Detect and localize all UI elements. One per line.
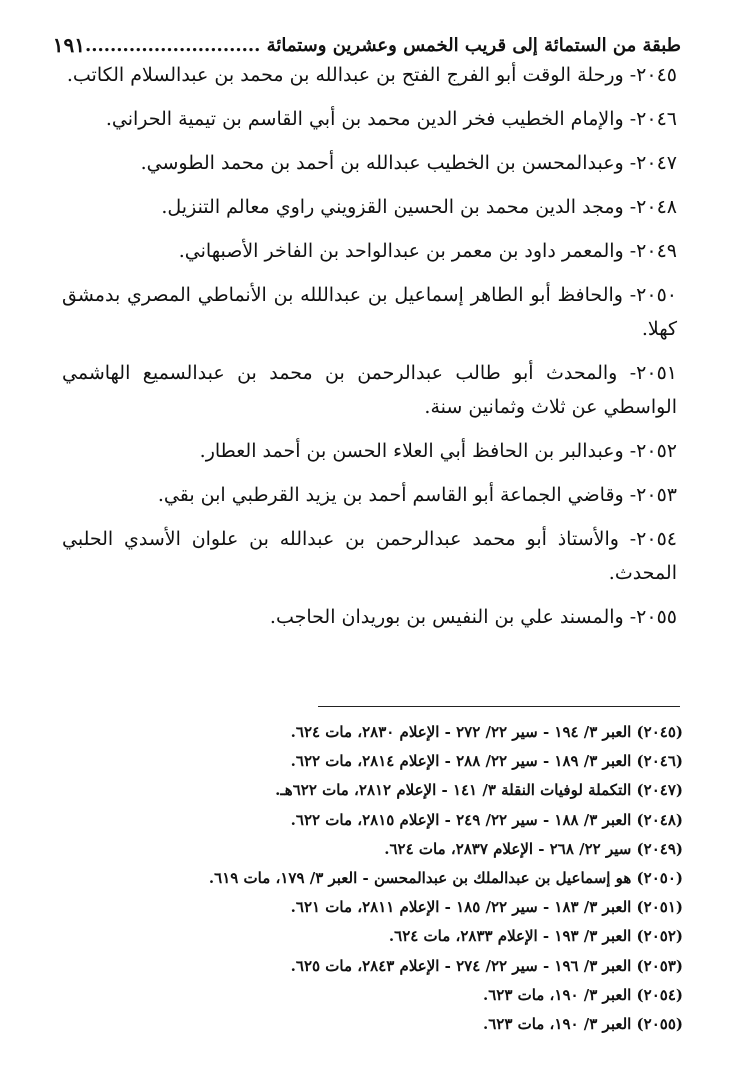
- entry-text: والمسند علي بن النفيس بن بوريدان الحاجب.: [269, 606, 624, 628]
- entry-text: وعبدالمحسن بن الخطيب عبدالله بن أحمد بن محمد الطوسي.: [140, 152, 624, 174]
- entry-number: ٢٠٤٩-: [629, 240, 677, 262]
- entry-2052: [62, 434, 677, 468]
- entry-text: وعبدالبر بن الحافظ أبي العلاء الحسن بن أحمد العطار.: [199, 440, 624, 462]
- entry-2049: [62, 234, 677, 268]
- entry-text: والأستاذ أبو محمد عبدالرحمن بن عبدالله بن علوان الأسدي الحلبي المحدث.: [62, 528, 677, 584]
- entry-2046: [62, 102, 677, 136]
- entry-number: ٢٠٤٦-: [629, 108, 677, 130]
- entry-2050: [62, 278, 677, 346]
- entry-number: ٢٠٥٢-: [629, 440, 677, 462]
- footnote: (٢٠٥٢) العبر ٣/ ١٩٣ - الإعلام ٢٨٣٣، مات ٦٢٤.: [388, 927, 683, 946]
- entry-2053: [62, 478, 677, 512]
- entry-text: والحافظ أبو الطاهر إسماعيل بن عبداللله بن الأنماطي المصري بدمشق كهلا.: [62, 284, 677, 340]
- entry-2045: [62, 58, 677, 92]
- footnote: (٢٠٥١) العبر ٣/ ١٨٣ - سير ٢٢/ ١٨٥ - الإعلام ٢٨١١، مات ٦٢١.: [290, 898, 683, 917]
- entry-2055: [62, 600, 677, 634]
- entry-number: ٢٠٤٨-: [629, 196, 677, 218]
- entry-number: ٢٠٥٠-: [629, 284, 677, 306]
- entry-number: ٢٠٥٤-: [629, 528, 677, 550]
- entry-2051: [62, 356, 677, 424]
- entry-text: وقاضي الجماعة أبو القاسم أحمد بن يزيد القرطبي ابن بقي.: [157, 484, 624, 506]
- entry-2054: [62, 522, 677, 590]
- footnote: (٢٠٤٦) العبر ٣/ ١٨٩ - سير ٢٢/ ٢٨٨ - الإعلام ٢٨١٤، مات ٦٢٢.: [290, 752, 683, 771]
- footnote: (٢٠٤٨) العبر ٣/ ١٨٨ - سير ٢٢/ ٢٤٩ - الإعلام ٢٨١٥، مات ٦٢٢.: [290, 810, 683, 829]
- entry-number: ٢٠٤٧-: [629, 152, 677, 174]
- entry-number: ٢٠٥١-: [629, 362, 677, 384]
- footnote: (٢٠٤٩) سير ٢٢/ ٢٦٨ - الإعلام ٢٨٣٧، مات ٦٢٤.: [384, 839, 683, 858]
- footnote: (٢٠٥٣) العبر ٣/ ١٩٦ - سير ٢٢/ ٢٧٤ - الإعلام ٢٨٤٣، مات ٦٢٥.: [290, 956, 683, 975]
- footnotes: [60, 718, 683, 1039]
- footnote-divider: [318, 706, 680, 707]
- entry-number: ٢٠٤٥-: [629, 64, 677, 86]
- entry-text: والإمام الخطيب فخر الدين محمد بن أبي القاسم بن تيمية الحراني.: [105, 108, 624, 130]
- running-head-title: طبقة من الستمائة إلى قريب الخمس وعشرين وستمائة ............................: [84, 34, 681, 56]
- entry-text: ورحلة الوقت أبو الفرج الفتح بن عبدالله بن محمد بن عبدالسلام الكاتب.: [66, 64, 624, 86]
- footnote: (٢٠٤٥) العبر ٣/ ١٩٤ - سير ٢٢/ ٢٧٢ - الإعلام ٢٨٣٠، مات ٦٢٤.: [290, 723, 683, 741]
- footnote: (٢٠٤٧) التكملة لوفيات النقلة ٣/ ١٤١ - الإعلام ٢٨١٢، مات ٦٢٢هـ.: [275, 781, 683, 800]
- entry-2048: [62, 190, 677, 224]
- entry-text: والمحدث أبو طالب عبدالرحمن بن محمد بن عبدالسميع الهاشمي الواسطي عن ثلاث وثمانين سنة.: [62, 362, 677, 418]
- footnote: (٢٠٥٤) العبر ٣/ ١٩٠، مات ٦٢٣.: [482, 985, 683, 1004]
- entry-number: ٢٠٥٣-: [629, 484, 677, 506]
- running-head: [52, 30, 681, 60]
- entries-list: [62, 58, 677, 634]
- entry-text: والمعمر داود بن معمر بن عبدالواحد بن الفاخر الأصبهاني.: [178, 240, 624, 262]
- entry-number: ٢٠٥٥-: [629, 606, 677, 628]
- page-number: ١٩١: [52, 33, 85, 57]
- entry-2047: [62, 146, 677, 180]
- footnote: (٢٠٥٥) العبر ٣/ ١٩٠، مات ٦٢٣.: [482, 1015, 683, 1034]
- footnote: (٢٠٥٠) هو إسماعيل بن عبدالملك بن عبدالمحسن - العبر ٣/ ١٧٩، مات ٦١٩.: [208, 869, 683, 888]
- entry-text: ومجد الدين محمد بن الحسين القزويني راوي معالم التنزيل.: [161, 196, 624, 218]
